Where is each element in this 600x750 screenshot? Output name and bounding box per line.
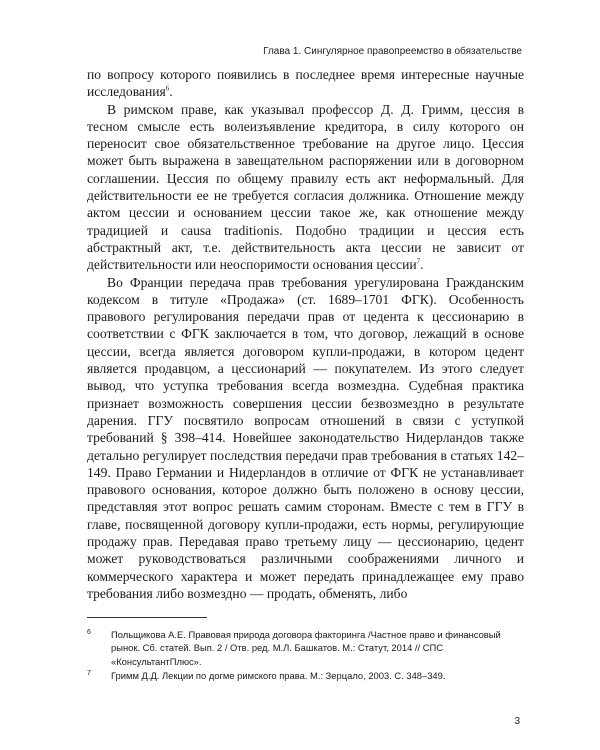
footnote-6	[87, 628, 524, 668]
paragraph-continuation: по вопросу которого появились в последнее время интересные научные исследования$^6$.	[87, 67, 524, 100]
footnote-text: Польщикова А.Е. Правовая природа договора факторинга /Частное право и финансовый рынок. Сб. статей. Вып. 2 / Отв. ред. М.Л. Башкатов. М.: Статут, 2014 // СПС «КонсультантПлюс».	[111, 629, 501, 667]
paragraph-france: Во Франции передача прав требования урегулирована Гражданским кодексом в титуле «Продажа» (ст. 1689–1701 ФГК). Особенность правового регулирования передачи прав от цедента к цессионарию в соответствии с ФГК заключается в том, что договор, лежащий в основе цессии, всегда является договором купли-продажи, в котором цедент является продавцом, а цессионарий — покупателем. Из этого следует вывод, что уступка требования всегда возмездна. Судебная практика признает возможность совершения цессии безвозмездно в результате дарения. ГГУ посвятило вопросам отношений в связи с уступкой требований § 398–414. Новейшее законодательство Нидерландов также детально регулирует последствия передачи прав требования в статьях 142–149. Право Германии и Нидерландов в отличие от ФГК не устанавливает правового основания, которое должно быть положено в основу цессии, представляя этот вопрос решать самим сторонам. Вместе с тем в ГГУ в главе, посвященной договору купли-продажи, есть нормы, регулирующие продажу прав. Передавая право третьему лицу — цессионарию, цедент может руководствоваться различными соображениями личного и коммерческого характера и может передать принадлежащее ему право требования либо возмездно — продать, обменять, либо	[87, 274, 524, 601]
footnote-number: 7	[87, 669, 91, 677]
footnote-number: 6	[87, 629, 91, 636]
page-number: 3	[514, 716, 520, 727]
footnotes	[87, 628, 524, 683]
footnote-text: Гримм Д.Д. Лекции по догме римского права. М.: Зерцало, 2003. С. 348–349.	[111, 669, 446, 681]
footnote-separator	[87, 617, 207, 618]
footnote-7	[87, 669, 524, 682]
paragraph-roman-law: В римском праве, как указывал профессор Д. Д. Гримм, цессия в тесном смысле есть волеизъявление кредитора, в силу которого он переносит свое обязательственное требование на другое лицо. Цессия может быть выражена в завещательном распоряжении или в договорном соглашении. Цессия по общему правилу есть акт неформальный. Для действительности ее не требуется согласия должника. Отношение между актом цессии и основанием цессии такое же, как отношение между традицией и causa traditionis. Подобно традиции и цессия есть абстрактный акт, т.е. действительность акта цессии не зависит от действительности или неоспоримости основания цессии$^7$.	[87, 101, 524, 273]
main-text	[87, 66, 524, 602]
running-head: Глава 1. Сингулярное правопреемство в обязательстве	[263, 46, 522, 57]
footnote-ref-6[interactable]: 6	[165, 84, 170, 93]
footnote-ref-7[interactable]: 7	[416, 257, 421, 266]
